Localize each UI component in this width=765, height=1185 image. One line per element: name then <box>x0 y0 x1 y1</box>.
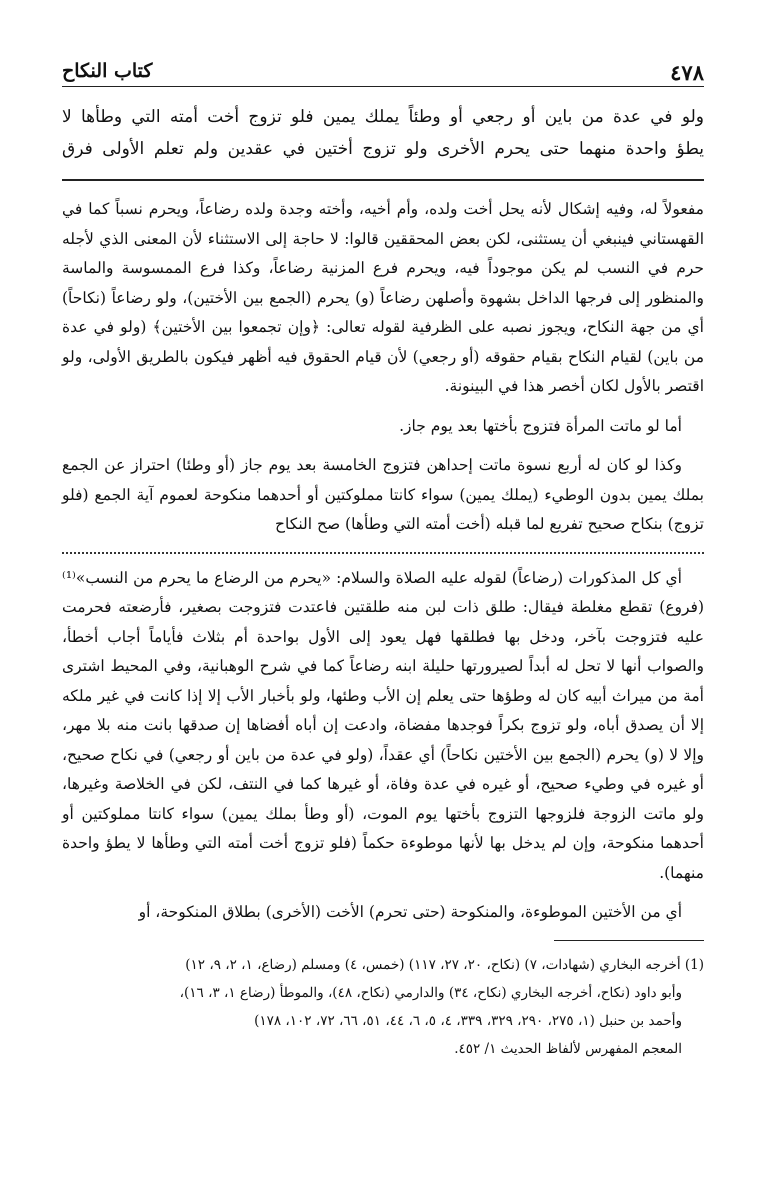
main-text <box>62 101 704 181</box>
footnote-line: وأبو داود (نكاح، أخرجه البخاري (نكاح، ٣٤) والدارمي (نكاح، ٤٨)، والموطأ (رضاع ١، ٣، ١٦)، <box>179 984 682 1001</box>
footnote-rule <box>554 940 704 941</box>
footnote-line: (1) أخرجه البخاري (شهادات، ٧) (نكاح، ٢٠، ٢٧، ١١٧) (خمس، ٤) ومسلم (رضاع، ١، ٢، ٩، ١٢) <box>185 956 704 973</box>
commentary-paragraph: وكذا لو كان له أربع نسوة ماتت إحداهن فتزوج الخامسة بعد يوم جاز (أو وطئا) احتراز عن الجمع بملك يمين بدون الوطيء (يملك يمين) سواء كانتا مملوكتين أو أحدهما منكوحة لعموم آية الجمع (فلو تزوج) بنكاح صحيح تفريع لما قبله (أخت أمته التي وطأها) صح النكاح <box>62 456 704 533</box>
footnotes <box>62 951 704 1063</box>
footnote-line: وأحمد بن حنبل (١، ٢٧٥، ٢٩٠، ٣٢٩، ٣٣٩، ٤، ٥، ٦، ٤٤، ٥١، ٦٦، ٧٢، ١٠٢، ١٧٨) <box>254 1012 682 1029</box>
page-header <box>62 58 704 87</box>
main-text-line: يطؤ واحدة منهما حتى يحرم الأخرى ولو تزوج أختين في عقدين ولم تعلم الأولى فرق <box>62 139 704 159</box>
footnote-line: المعجم المفهرس لألفاظ الحديث ١/ ٤٥٢. <box>454 1040 682 1057</box>
main-text-line: ولو في عدة من باين أو رجعي أو وطئاً يملك يمين فلو تزوج أخت أمته التي وطأها لا <box>62 107 705 127</box>
commentary-paragraph: أما لو ماتت المرأة فتزوج بأختها بعد يوم جاز. <box>399 416 682 435</box>
commentary-paragraph: أي من الأختين الموطوءة، والمنكوحة (حتى تحرم) الأخت (الأخرى) بطلاق المنكوحة، أو <box>138 903 682 921</box>
commentary <box>62 195 704 928</box>
book-page <box>62 58 704 1063</box>
running-title: كتاب النكاح <box>62 60 153 82</box>
dotted-separator <box>62 548 704 554</box>
commentary-paragraph: أي كل المذكورات (رضاعاً) لقوله عليه الصلاة والسلام: «يحرم من الرضاع ما يحرم من النسب»⁽¹⁾ (فروع) تقطع مغلطة فيقال: طلق ذات لبن منه طلقتين فاعتدت فتزوجت بصغير، فأرضعته فحرمت عليه فتزوجت بآخر، ودخل بها فطلقها فهل يعود إلى الأول بواحدة أم بثلاث فأياماً أجاب أخطأ، والصواب أنها لا تحل له أبداً لصيرورتها حليلة ابنه رضاعاً كما في شرح الوهبانية، وفي المحيط اشترى أمة من ميراث أبيه كان له وطؤها حتى يعلم إن الأب وطئها، ولو بأخبار الأب إلا إذا كانت في غير ملكه إلا أن يصدق أباه، ولو تزوج بكراً فوجدها مفضاة، وادعت إن أباه أفضاها إن صدقها بانت منه بلا مهر، وإلا لا (و) يحرم (الجمع بين الأختين نكاحاً) أي عقداً، (ولو في عدة من باين أو رجعي) في نكاح صحيح، أو غيره في وطيء صحيح، أو غيره في عدة وفاة، أو غيرها كما في النتف، لكن في الخلاصة وغيرها، ولو ماتت الزوجة فلزوجها التزوج بأختها يوم الموت، (أو وطأ بملك يمين) سواء كانتا مملوكتين أو أحدهما منكوحة، وإن لم يدخل بها لأنها موطوءة حكماً (فلو تزوج أخت أمته التي وطأها لا يطؤ واحدة منهما). <box>62 568 704 882</box>
commentary-paragraph: مفعولاً له، وفيه إشكال لأنه يحل أخت ولده، وأم أخيه، وأخته وجدة ولده رضاعاً، ويحرم نسباً كما في القهستاني فينبغي أن يستثنى، لكن بعض المحققين قالوا: لا حاجة إلى الاستثناء لأن المعنى الذي لأجله حرم في النسب لم يكن موجوداً فيه، ويحرم فرع المزنية رضاعاً، وكذا فرع الممسوسة والماسة والمنظور إلى فرجها الداخل بشهوة وأصلهن رضاعاً (و) يحرم (الجمع بين الأختين)، ولو رضاعاً (نكاحاً) أي من جهة النكاح، ويجوز نصبه على الظرفية لقوله تعالى: ﴿وإن تجمعوا بين الأختين﴾ (ولو في عدة من باين) لقيام النكاح بقيام حقوقه (أو رجعي) لأن قيام الحقوق فيه أظهر فيكون بالطريق الأولى، ولو اقتصر بالأول لكان أخصر هذا في البينونة. <box>62 200 704 395</box>
page-number: ٤٧٨ <box>670 60 704 85</box>
